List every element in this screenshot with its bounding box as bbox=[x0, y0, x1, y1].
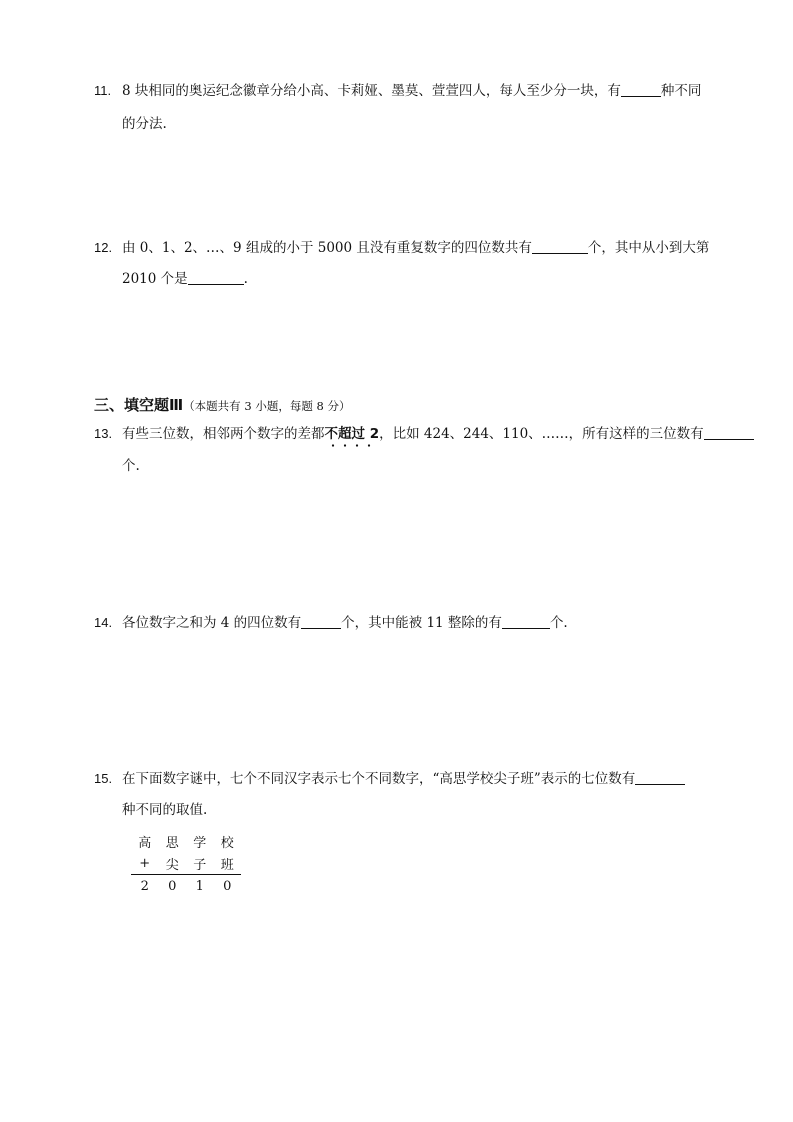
question-number: 12. bbox=[94, 240, 113, 255]
addition-puzzle bbox=[131, 830, 241, 897]
question-13 bbox=[94, 425, 754, 443]
question-13-line2: 个. bbox=[122, 458, 140, 474]
question-number: 14. bbox=[94, 615, 113, 630]
puzzle-cell: 思 bbox=[165, 835, 179, 851]
question-text: 在下面数字谜中，七个不同汉字表示七个不同数字，“高思学校尖子班”表示的七位数有 bbox=[122, 771, 636, 787]
question-number: 13. bbox=[94, 426, 113, 441]
puzzle-row-addend2 bbox=[131, 852, 241, 874]
puzzle-cell: 尖 bbox=[165, 857, 179, 873]
section-title: 三、填空题Ⅲ bbox=[94, 396, 184, 414]
question-text: 由 0、1、2、…、9 组成的小于 5000 且没有重复数字的四位数共有 bbox=[122, 240, 532, 256]
puzzle-cell: 2 bbox=[140, 878, 149, 894]
question-text: 各位数字之和为 4 的四位数有 bbox=[122, 615, 302, 631]
answer-blank[interactable] bbox=[635, 770, 685, 785]
puzzle-cell: 班 bbox=[220, 857, 234, 873]
question-text: 个，其中能被 11 整除的有 bbox=[341, 615, 502, 631]
puzzle-cell: 0 bbox=[223, 878, 232, 894]
puzzle-cell: 校 bbox=[220, 835, 234, 851]
answer-blank[interactable] bbox=[301, 614, 341, 629]
answer-blank[interactable] bbox=[621, 82, 661, 97]
puzzle-row-addend1 bbox=[131, 830, 241, 852]
section-heading bbox=[94, 394, 350, 415]
puzzle-row-sum bbox=[131, 874, 241, 897]
puzzle-cell: 学 bbox=[193, 835, 207, 851]
question-text: 个. bbox=[549, 615, 568, 631]
answer-blank[interactable] bbox=[704, 425, 754, 440]
question-12 bbox=[94, 239, 709, 257]
answer-blank[interactable] bbox=[502, 614, 550, 629]
question-12-line2 bbox=[122, 270, 248, 288]
answer-blank[interactable] bbox=[188, 270, 244, 285]
question-text: 8 块相同的奥运纪念徽章分给小高、卡莉娅、墨莫、萱萱四人，每人至少分一块，有 bbox=[122, 83, 621, 99]
emphasis-text: 不超过 2 bbox=[324, 426, 380, 442]
question-text: ，比如 424、244、110、……，所有这样的三位数有 bbox=[379, 426, 704, 442]
question-15-line2: 种不同的取值. bbox=[122, 802, 208, 818]
question-text: 个，其中从小到大第 bbox=[587, 240, 710, 256]
puzzle-cell: 高 bbox=[138, 835, 152, 851]
question-15 bbox=[94, 770, 685, 788]
question-number: 11. bbox=[94, 83, 112, 98]
question-number: 15. bbox=[94, 771, 113, 786]
question-text: 2010 个是 bbox=[122, 271, 188, 287]
question-text: . bbox=[243, 271, 248, 287]
puzzle-cell: 1 bbox=[195, 878, 204, 894]
question-text: 种不同 bbox=[660, 83, 702, 99]
question-14 bbox=[94, 614, 568, 632]
puzzle-cell: 0 bbox=[168, 878, 177, 894]
puzzle-cell: + bbox=[139, 855, 151, 871]
puzzle-cell: 子 bbox=[193, 857, 207, 873]
answer-blank[interactable] bbox=[532, 239, 588, 254]
section-note: （本题共有 3 小题，每题 8 分） bbox=[183, 399, 351, 413]
question-text: 有些三位数，相邻两个数字的差都 bbox=[122, 426, 325, 442]
question-11-line2: 的分法. bbox=[122, 116, 167, 132]
question-11 bbox=[94, 82, 701, 100]
